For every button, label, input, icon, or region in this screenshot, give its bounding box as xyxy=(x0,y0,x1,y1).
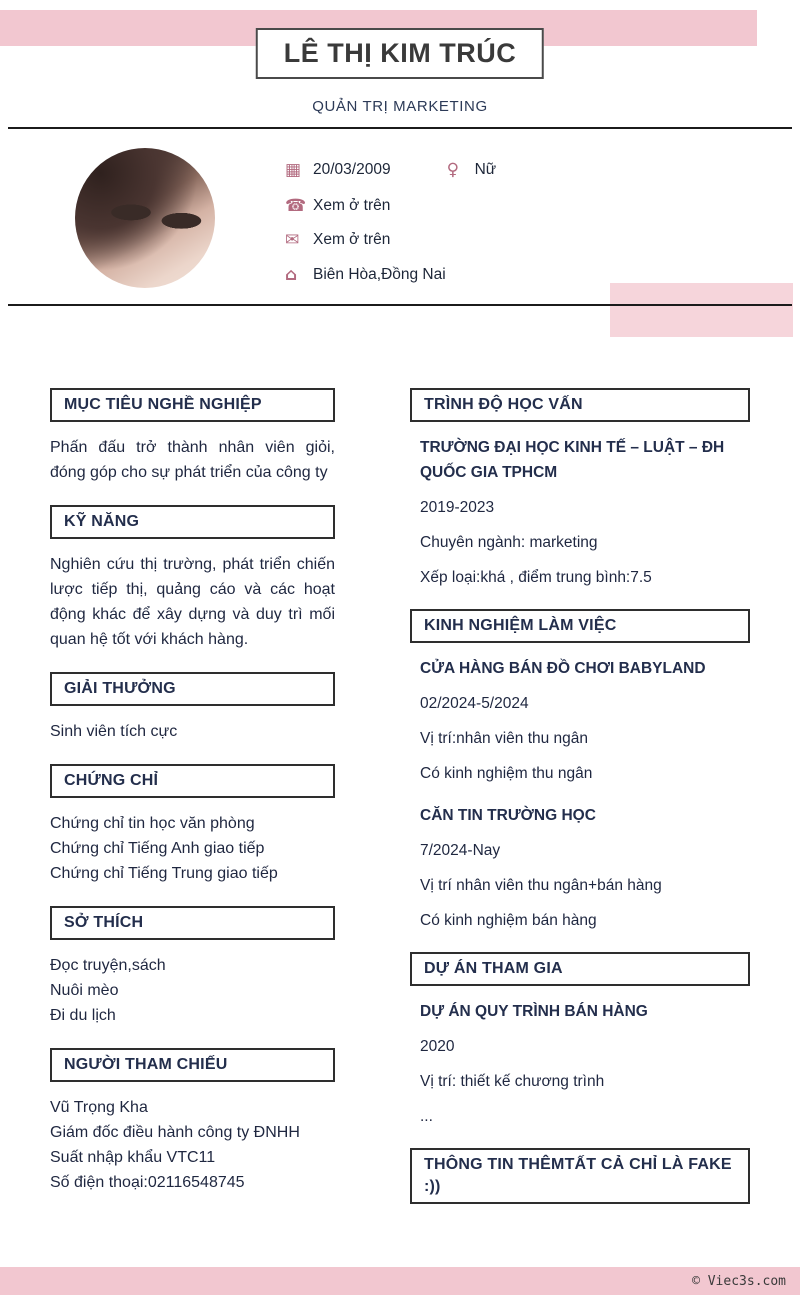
calendar-icon: ▦ xyxy=(285,160,302,180)
section-heading-label: TRÌNH ĐỘ HỌC VẤN xyxy=(424,396,583,413)
divider-middle xyxy=(8,304,792,306)
section-heading xyxy=(50,388,335,422)
reference-line: Giám đốc điều hành công ty ĐNHH xyxy=(50,1124,300,1141)
section-heading xyxy=(410,1148,750,1204)
gender-value: Nữ xyxy=(474,161,497,178)
section-heading-label: MỤC TIÊU NGHỀ NGHIỆP xyxy=(64,396,262,413)
project-name: DỰ ÁN QUY TRÌNH BÁN HÀNG xyxy=(420,1003,648,1020)
contact-row-address xyxy=(285,263,446,287)
project-entry xyxy=(410,999,750,1128)
section-hobbies xyxy=(50,906,335,1028)
phone-icon: ☎ xyxy=(285,196,307,216)
section-education xyxy=(410,388,750,589)
divider-top xyxy=(8,127,792,129)
section-heading xyxy=(410,952,750,986)
copyright-text: © Viec3s.com xyxy=(692,1273,786,1289)
reference-line: Vũ Trọng Kha xyxy=(50,1099,148,1116)
section-projects xyxy=(410,952,750,1128)
section-heading xyxy=(410,609,750,643)
dob-value: 20/03/2009 xyxy=(313,161,391,178)
contact-row-dob-gender xyxy=(285,158,496,182)
section-heading-label: GIẢI THƯỞNG xyxy=(64,680,176,697)
detail-line: Chuyên ngành: marketing xyxy=(420,534,598,551)
education-entry xyxy=(410,435,750,589)
experience-entry xyxy=(410,803,750,932)
experience-entry xyxy=(410,656,750,785)
reference-line: Suất nhập khẩu VTC11 xyxy=(50,1149,216,1166)
contact-row-email xyxy=(285,228,390,252)
detail-line: Có kinh nghiệm bán hàng xyxy=(420,912,597,929)
certificate-line: Chứng chỉ Tiếng Trung giao tiếp xyxy=(50,865,278,882)
job-title: QUẢN TRỊ MARKETING xyxy=(312,98,488,115)
left-column xyxy=(50,388,335,1215)
profile-photo xyxy=(75,148,215,288)
detail-line: ... xyxy=(420,1108,433,1125)
section-heading xyxy=(50,1048,335,1082)
employer-name: CỬA HÀNG BÁN ĐỒ CHƠI BABYLAND xyxy=(420,660,706,677)
section-references xyxy=(50,1048,335,1195)
detail-line: 2019-2023 xyxy=(420,499,495,516)
section-skills xyxy=(50,505,335,652)
email-icon: ✉ xyxy=(285,230,300,250)
detail-line: Vị trí: thiết kế chương trình xyxy=(420,1073,605,1090)
address-value: Biên Hòa,Đồng Nai xyxy=(313,266,446,283)
section-heading xyxy=(410,388,750,422)
detail-line: 7/2024-Nay xyxy=(420,842,501,859)
section-heading-label: KỸ NĂNG xyxy=(64,513,140,530)
certificate-line: Chứng chỉ Tiếng Anh giao tiếp xyxy=(50,840,265,857)
hobby-line: Đi du lịch xyxy=(50,1007,116,1024)
footer-bar xyxy=(0,1267,800,1295)
right-column xyxy=(410,388,750,1224)
detail-line: 02/2024-5/2024 xyxy=(420,695,529,712)
school-name: TRƯỜNG ĐẠI HỌC KINH TẾ – LUẬT – ĐH QUỐC GIA TPHCM xyxy=(420,439,725,481)
name-box xyxy=(256,28,544,79)
home-icon: ⌂ xyxy=(285,265,298,285)
section-heading-label: SỞ THÍCH xyxy=(64,914,144,931)
detail-line: Có kinh nghiệm thu ngân xyxy=(420,765,593,782)
reference-line: Số điện thoại:02116548745 xyxy=(50,1174,245,1191)
section-additional-info xyxy=(410,1148,750,1204)
candidate-name: LÊ THỊ KIM TRÚC xyxy=(283,38,517,68)
certificate-line: Chứng chỉ tin học văn phòng xyxy=(50,815,255,832)
section-heading-label: KINH NGHIỆM LÀM VIỆC xyxy=(424,617,617,634)
email-value: Xem ở trên xyxy=(313,231,391,248)
objective-text: Phấn đấu trở thành nhân viên giỏi, đóng góp cho sự phát triển của công ty xyxy=(50,439,335,481)
hobby-line: Nuôi mèo xyxy=(50,982,119,999)
detail-line: Vị trí nhân viên thu ngân+bán hàng xyxy=(420,877,662,894)
section-heading xyxy=(50,672,335,706)
detail-line: Xếp loại:khá , điểm trung bình:7.5 xyxy=(420,569,652,586)
section-experience xyxy=(410,609,750,932)
section-heading xyxy=(50,764,335,798)
contact-row-phone xyxy=(285,194,390,218)
decorative-pink-block xyxy=(610,283,793,337)
section-heading-label: NGƯỜI THAM CHIẾU xyxy=(64,1056,228,1073)
award-line: Sinh viên tích cực xyxy=(50,723,178,740)
gender-icon: ♀ xyxy=(446,160,460,180)
section-heading xyxy=(50,505,335,539)
section-heading-label: DỰ ÁN THAM GIA xyxy=(424,960,563,977)
section-objective xyxy=(50,388,335,485)
employer-name: CĂN TIN TRƯỜNG HỌC xyxy=(420,807,596,824)
phone-value: Xem ở trên xyxy=(313,197,391,214)
detail-line: Vị trí:nhân viên thu ngân xyxy=(420,730,589,747)
skills-text: Nghiên cứu thị trường, phát triển chiến lược tiếp thị, quảng cáo và các hoạt động khác để xây dựng và duy trì mối quan hệ tốt với khách hàng. xyxy=(50,556,335,648)
section-certificates xyxy=(50,764,335,886)
section-awards xyxy=(50,672,335,744)
hobby-line: Đọc truyện,sách xyxy=(50,957,166,974)
section-heading-label: CHỨNG CHỈ xyxy=(64,772,159,789)
section-heading-label: THÔNG TIN THÊMTẤT CẢ CHỈ LÀ FAKE :)) xyxy=(424,1156,732,1195)
section-heading xyxy=(50,906,335,940)
detail-line: 2020 xyxy=(420,1038,455,1055)
